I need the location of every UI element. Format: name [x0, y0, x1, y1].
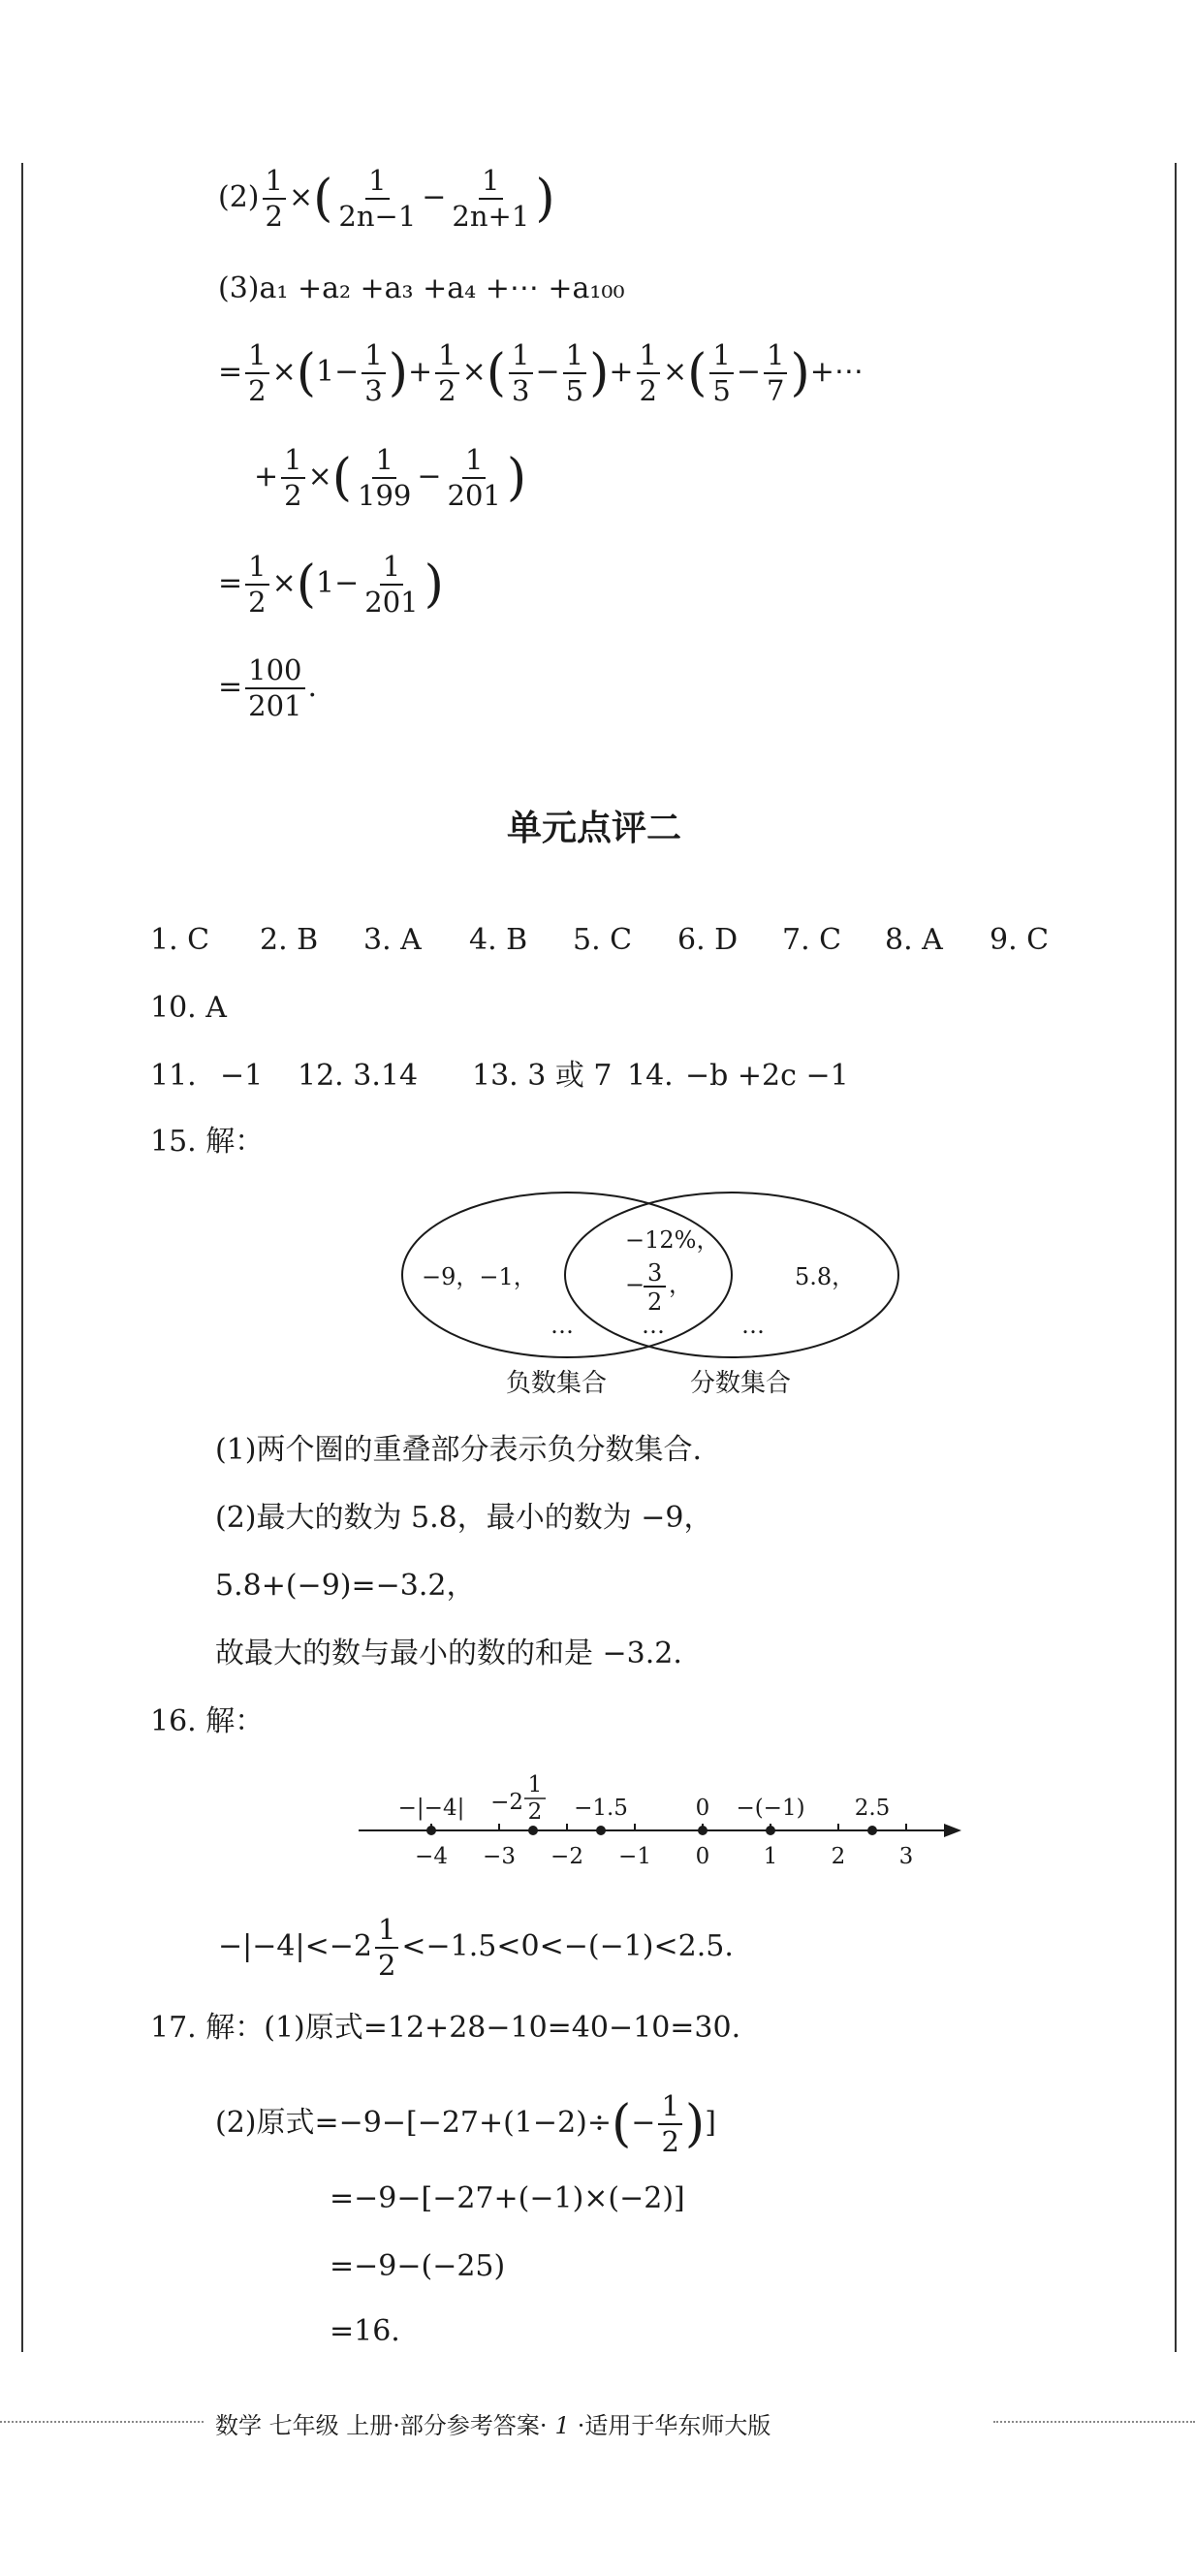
q15-p1: (1)两个圈的重叠部分表示负分数集合.	[215, 1433, 703, 1467]
answer-item: 6. D	[677, 923, 739, 957]
q17-p4: =−9−(−25)	[330, 2249, 506, 2283]
fraction-set-label: 分数集合	[690, 1369, 792, 1398]
answer-item: 2. B	[260, 923, 319, 957]
footer-dots-right	[993, 2421, 1195, 2423]
q16-order: −|−4|<−2 $\frac{1}{2}$ <−1.5<0<−(−1)<2.5.	[218, 1913, 734, 1982]
fraction: $\frac{1}{2}$	[281, 446, 304, 510]
fraction: $\frac{1}{2}$	[263, 167, 286, 231]
tick-label: −4	[415, 1844, 448, 1869]
answer-item: 9. C	[990, 923, 1050, 957]
top-line-3: (3)a₁ +a₂ +a₃ +a₄ +⋯ +a₁₀₀	[218, 271, 625, 305]
venn-diagram	[388, 1178, 930, 1411]
point-label: −|−4|	[397, 1796, 465, 1821]
q15-p3: 5.8+(−9)=−3.2，	[215, 1569, 476, 1603]
right-margin-line	[1175, 163, 1177, 2352]
left-dots: …	[550, 1312, 574, 1339]
fraction: $\frac{1}{2}$	[245, 341, 268, 405]
answer-item: 4. B	[469, 923, 528, 957]
point-label-frac-den: 2	[527, 1799, 543, 1825]
top-line-2: (2) $\frac{1}{2}$ ×( $\frac{1}{2n-1}$ − $\frac{1}{2n+1}$ )	[218, 164, 555, 233]
fraction: $\frac{1}{3}$	[509, 341, 532, 405]
fraction: $\frac{1}{199}$	[358, 443, 412, 512]
tick-label: −1	[618, 1844, 651, 1869]
fraction: $\frac{1}{2}$	[375, 1916, 398, 1980]
negative-set-label: 负数集合	[506, 1369, 608, 1398]
answers-row-3: 11. −1 12. 3.14 13. 3 或 7 14. −b +2c −1	[150, 1059, 849, 1093]
top-line-7: = $\frac{100}{201}$ .	[218, 653, 318, 722]
q17-p2: (2)原式=−9−[−27+(1−2)÷(− $\frac{1}{2}$ )]	[215, 2089, 716, 2158]
answer-item: 8. A	[885, 923, 943, 957]
center-dots: …	[642, 1312, 665, 1339]
q17-p3: =−9−[−27+(−1)×(−2)]	[330, 2181, 685, 2215]
footer: 数学 七年级 上册·部分参考答案· 1 ·适用于华东师大版	[215, 2412, 771, 2439]
point-label-frac-num: 1	[527, 1772, 543, 1797]
top-line-5: + $\frac{1}{2}$ ×( $\frac{1}{199}$ − $\frac{1}{201}$ )	[254, 443, 527, 512]
tick-label: 1	[763, 1844, 778, 1869]
tick-label: 3	[898, 1844, 914, 1869]
center-frac-num: 3	[647, 1259, 663, 1287]
answer-item: 5. C	[573, 923, 633, 957]
answer-item: 7. C	[782, 923, 842, 957]
point-label: 2.5	[854, 1796, 891, 1821]
fraction: $\frac{1}{2}$	[658, 2092, 681, 2156]
answer-item: 1. C	[150, 923, 210, 957]
fraction: $\frac{1}{7}$	[764, 341, 787, 405]
fraction: $\frac{1}{2n-1}$	[338, 164, 417, 233]
point-label: −1.5	[574, 1796, 628, 1821]
fraction: $\frac{1}{201}$	[447, 443, 501, 512]
footer-dots-left	[0, 2421, 204, 2423]
number-line	[349, 1753, 979, 1879]
point-dot	[698, 1826, 708, 1835]
fraction: $\frac{1}{2}$	[637, 341, 660, 405]
tick-label: −3	[483, 1844, 516, 1869]
tick-label: −2	[550, 1844, 583, 1869]
q15-p2: (2)最大的数为 5.8，最小的数为 −9，	[215, 1501, 713, 1535]
fraction: $\frac{1}{5}$	[709, 341, 733, 405]
top-line-6: = $\frac{1}{2}$ ×(1− $\frac{1}{201}$ )	[218, 550, 444, 619]
center-frac-den: 2	[647, 1288, 663, 1316]
tick-label: 0	[695, 1844, 710, 1869]
left-content: −9，−1，	[422, 1263, 537, 1290]
tick-label: 2	[831, 1844, 846, 1869]
axis-arrow	[944, 1824, 961, 1837]
answers-row-1	[150, 921, 1049, 960]
top-line-4: = $\frac{1}{2}$ ×(1− $\frac{1}{3}$ )+ $\frac{1}{2}$ ×( $\frac{1}{3}$ − $\frac{1}{5}$ )+ $\frac{1}{2}$ ×( $\frac{1}{5}$ − $\frac{1}{7}$ )+⋯	[218, 338, 864, 407]
q17-p1: 17. 解：(1)原式=12+28−10=40−10=30.	[150, 2011, 741, 2045]
point-dot	[528, 1826, 538, 1835]
fraction: $\frac{100}{201}$	[245, 656, 304, 720]
point-dot	[766, 1826, 775, 1835]
right-content: 5.8，	[795, 1263, 856, 1290]
fraction: $\frac{1}{5}$	[563, 341, 586, 405]
q17-p5: =16.	[330, 2314, 400, 2348]
point-label-whole: −2	[490, 1790, 523, 1815]
point-label: −(−1)	[736, 1796, 805, 1821]
answers-row-2: 10. A	[150, 991, 227, 1025]
fraction: $\frac{1}{3}$	[362, 341, 385, 405]
page-number: 1	[554, 2412, 570, 2439]
section-title: 单元点评二	[507, 809, 682, 848]
fraction: $\frac{1}{2n+1}$	[452, 164, 530, 233]
answer-item: 3. A	[363, 923, 422, 957]
q15-p4: 故最大的数与最小的数的和是 −3.2.	[215, 1637, 682, 1670]
point-label: 0	[695, 1796, 710, 1821]
q15-label: 15. 解：	[150, 1125, 265, 1159]
point-dot	[596, 1826, 606, 1835]
center-top: −12%，	[625, 1226, 720, 1254]
fraction: $\frac{1}{2}$	[245, 553, 268, 617]
center-frac-sign: −	[625, 1271, 645, 1298]
point-dot	[867, 1826, 877, 1835]
fraction: $\frac{1}{2}$	[435, 341, 458, 405]
fraction: $\frac{1}{201}$	[364, 550, 419, 619]
center-comma: ，	[669, 1271, 692, 1298]
left-margin-line	[21, 163, 23, 2352]
q16-label: 16. 解：	[150, 1704, 265, 1738]
right-dots: …	[741, 1312, 765, 1339]
point-dot	[426, 1826, 436, 1835]
